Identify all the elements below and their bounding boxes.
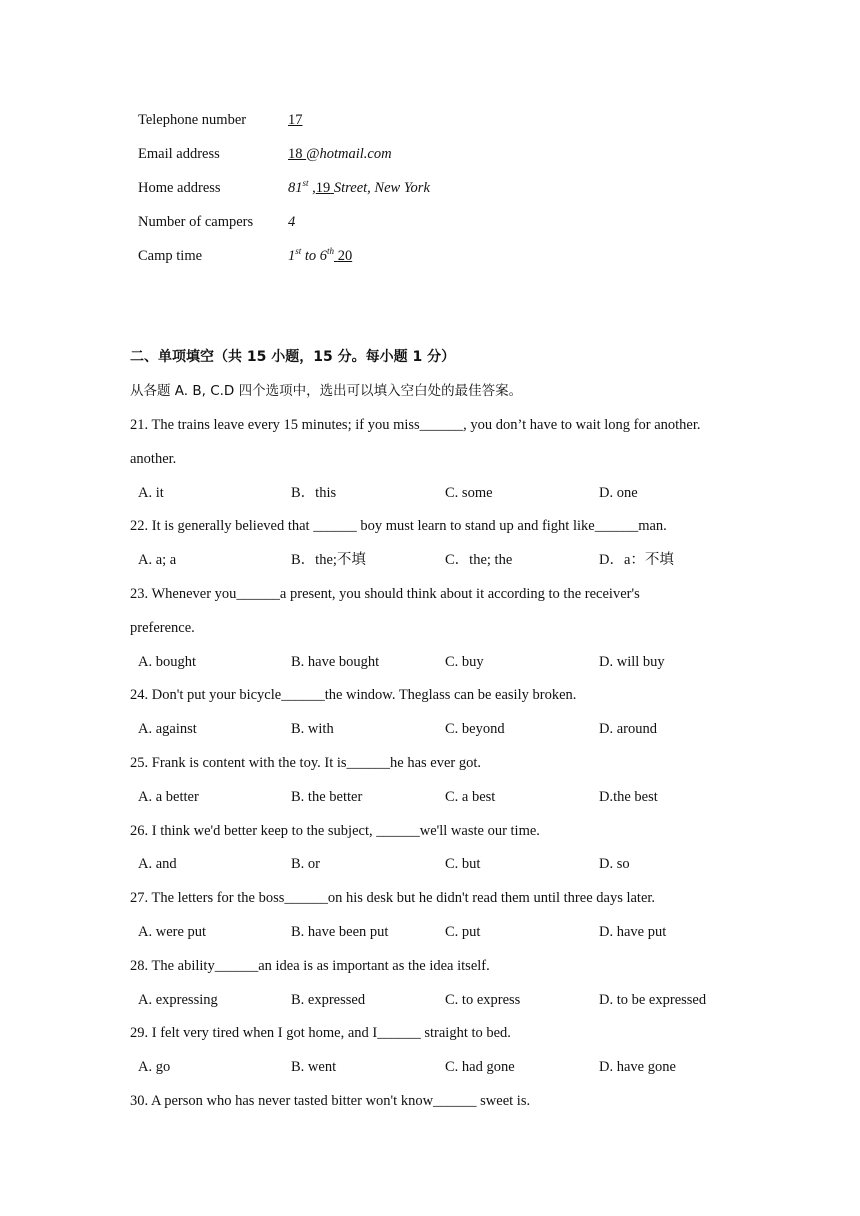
option-d[interactable]: D. have put	[599, 923, 667, 940]
form-label: Email address	[138, 146, 220, 162]
blank-19: 19	[315, 180, 331, 196]
address-comma: ,	[308, 180, 316, 196]
option-d[interactable]: D.the best	[599, 788, 658, 805]
blank-20: 20	[337, 248, 353, 264]
option-c[interactable]: C. beyond	[445, 721, 505, 738]
question-27	[130, 888, 750, 956]
option-c[interactable]: C. put	[445, 923, 481, 940]
option-a[interactable]: A. expressing	[138, 991, 218, 1008]
option-c[interactable]: C. had gone	[445, 1059, 515, 1076]
question-text: 24. Don't put your bicycle______the window. Theglass can be easily broken.	[130, 687, 577, 704]
form-label: Home address	[138, 180, 221, 196]
date-start-suffix: st	[295, 246, 302, 257]
form-label: Camp time	[138, 248, 203, 264]
form-row-email	[138, 146, 638, 180]
address-street: Street, New York	[333, 180, 430, 196]
options-row	[130, 990, 750, 1024]
option-b[interactable]: B. have been put	[291, 923, 389, 940]
option-c[interactable]: C. buy	[445, 653, 484, 670]
camp-form	[138, 112, 638, 282]
option-a[interactable]: A. a better	[138, 788, 199, 805]
address-suffix: st	[302, 178, 309, 189]
form-value	[288, 180, 430, 197]
options-row	[130, 787, 750, 821]
question-30	[130, 1091, 750, 1125]
option-a[interactable]: A. bought	[138, 653, 196, 670]
question-text: 30. A person who has never tasted bitter won't know______ sweet is.	[130, 1092, 531, 1109]
blank-18: 18	[288, 146, 303, 162]
option-d[interactable]: D. so	[599, 856, 630, 873]
form-row-home-address	[138, 180, 638, 214]
options-row	[130, 483, 750, 517]
question-text: 27. The letters for the boss______on his desk but he didn't read them until three days later.	[130, 890, 656, 907]
question-22	[130, 516, 750, 584]
address-number: 81	[288, 180, 303, 196]
question-text-continued: another.	[130, 450, 177, 467]
option-b[interactable]: B．the;不填	[291, 552, 366, 569]
option-a[interactable]: A. against	[138, 721, 197, 738]
option-c[interactable]: C. to express	[445, 991, 521, 1008]
options-row	[130, 719, 750, 753]
option-c[interactable]: C. but	[445, 856, 481, 873]
date-to: to 6	[301, 248, 328, 264]
option-b[interactable]: B. have bought	[291, 653, 380, 670]
options-row	[130, 922, 750, 956]
blank-17: 17	[288, 112, 303, 128]
question-text: 23. Whenever you______a present, you should think about it according to the receiver's	[130, 585, 640, 602]
question-text: 21. The trains leave every 15 minutes; if you miss______, you don’t have to wait long for another.	[130, 417, 701, 433]
question-25	[130, 753, 750, 821]
form-label: Telephone number	[138, 112, 247, 128]
question-text: 25. Frank is content with the toy. It is______he has ever got.	[130, 754, 482, 771]
form-value	[288, 146, 392, 163]
question-21	[130, 415, 750, 516]
question-text: 29. I felt very tired when I got home, and I______ straight to bed.	[130, 1025, 511, 1042]
form-row-campers	[138, 214, 638, 248]
question-24	[130, 685, 750, 753]
option-b[interactable]: B. expressed	[291, 991, 366, 1008]
option-c[interactable]: C．the; the	[445, 552, 513, 569]
date-start: 1	[288, 248, 296, 264]
options-row	[130, 854, 750, 888]
option-a[interactable]: A. were put	[138, 923, 207, 940]
form-row-telephone	[138, 112, 638, 146]
option-c[interactable]: C. some	[445, 484, 493, 501]
form-value	[288, 248, 352, 265]
question-29	[130, 1023, 750, 1091]
question-text-continued: preference.	[130, 619, 195, 636]
question-text: 26. I think we'd better keep to the subject, ______we'll waste our time.	[130, 822, 540, 839]
option-b[interactable]: B．this	[291, 484, 337, 501]
option-a[interactable]: A. and	[138, 856, 177, 873]
options-row	[130, 652, 750, 686]
question-text: 22. It is generally believed that ______ boy must learn to stand up and fight like______man.	[130, 518, 667, 535]
option-b[interactable]: B. went	[291, 1059, 337, 1076]
form-value	[288, 112, 303, 129]
option-b[interactable]: B. the better	[291, 788, 363, 805]
option-a[interactable]: A. go	[138, 1059, 171, 1076]
option-d[interactable]: D. around	[599, 721, 657, 738]
option-c[interactable]: C. a best	[445, 788, 496, 805]
option-d[interactable]: D. one	[599, 484, 638, 501]
options-row	[130, 550, 750, 584]
option-d[interactable]: D．a：不填	[599, 552, 674, 569]
option-b[interactable]: B. or	[291, 856, 320, 873]
option-d[interactable]: D. have gone	[599, 1059, 676, 1076]
question-23	[130, 584, 750, 685]
form-value: 4	[288, 214, 296, 230]
option-d[interactable]: D. to be expressed	[599, 991, 707, 1008]
section-instruction: 从各题 A. B, C.D 四个选项中，选出可以填入空白处的最佳答案。	[130, 383, 523, 399]
question-text: 28. The ability______an idea is as important as the idea itself.	[130, 957, 490, 974]
option-b[interactable]: B. with	[291, 721, 334, 738]
option-d[interactable]: D. will buy	[599, 653, 665, 670]
question-26	[130, 821, 750, 889]
single-choice-section	[130, 347, 750, 1125]
option-a[interactable]: A. it	[138, 484, 164, 501]
option-a[interactable]: A. a; a	[138, 552, 177, 569]
question-28	[130, 956, 750, 1024]
form-label: Number of campers	[138, 214, 254, 230]
form-row-camp-time	[138, 248, 638, 282]
email-domain: @hotmail.com	[306, 146, 392, 162]
date-end-suffix: th	[327, 246, 335, 257]
section-title: 二、单项填空（共 15 小题，15 分。每小题 1 分）	[130, 349, 456, 365]
options-row	[130, 1057, 750, 1091]
